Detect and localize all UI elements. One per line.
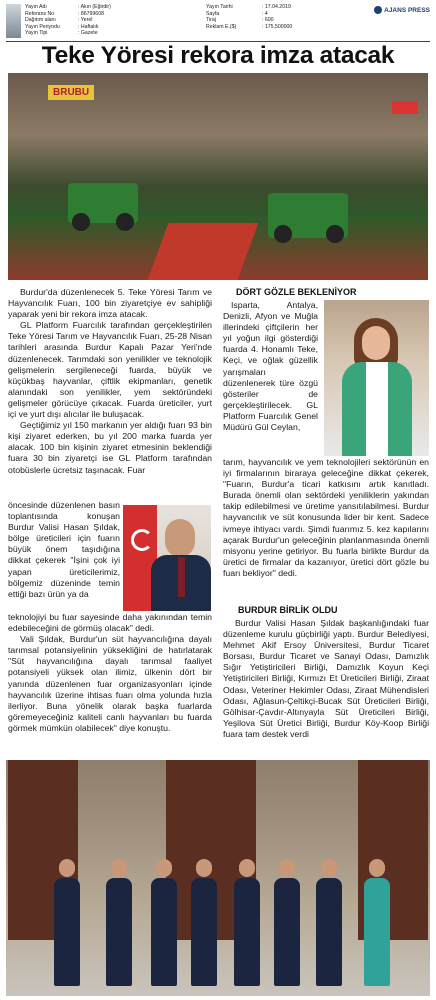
meta-label: Tiraj (206, 17, 216, 24)
person-shape (364, 859, 390, 986)
person-shape (234, 859, 260, 986)
meta-label: Yayın Tipi (25, 30, 48, 37)
person-shape (54, 859, 80, 986)
article-column-3 (223, 457, 429, 579)
person-shape (274, 859, 300, 986)
paragraph: teknolojiyi bu fuar sayesinde daha yakınından temin edebileceğini de görmüş olacak" dedi. (8, 612, 212, 634)
wheel-shape (274, 225, 292, 243)
paragraph: Geçtiğimiz yıl 150 markanın yer aldığı fuarı 93 bin kişi ziyaret ederken, bu yıl 200 marka fuarda yer alacak. 100 bin kişinin ziyaret etmesinin beklendiği fuara 30 bin ziyaretçi ise GL Platform tarafından otobüslerle ücretsiz taşınacak. Fuar (8, 420, 212, 475)
meta-value: : Yerel (78, 17, 93, 24)
article-column-1 (8, 287, 212, 476)
section-title: BURDUR BİRLİK OLDU (238, 605, 338, 615)
article-column-1-bottom (8, 612, 212, 734)
meta-label: Yayın Adı (25, 4, 47, 10)
banner-shape (392, 101, 418, 114)
fair-hall-photo (8, 73, 428, 280)
group-photo (6, 760, 430, 996)
article-wrap-text (8, 500, 120, 600)
paragraph: öncesinde düzenlenen basın toplantısında konuşan Burdur Valisi Hasan Şıldak, bölge üreticileri için fuarın büyük önem taşıdığına dikkat çekerek "İşini çok iyi yapan üreticilerimiz, bölgemiz düzeninde temin ettiği bazı ürün ya da (8, 500, 120, 599)
paragraph: GL Platform Fuarcılık tarafından gerçekleştirilen Teke Yöresi Tarım ve Hayvancılık Fuarı, 25-28 Nisan tarihleri arasında Burdur Kapalı Pazar Yeri'nde düzenlenecek. Tarımdaki son yenilikler ve teknolojik gelişmelerin sergileneceği fuarda, büyük ve küçükbaş hayvanlar, çiftlik ekipmanları, genetik alanındaki son yenilikler, yem sektöründeki gelişmeler görücüye çıkacak. Fuarda üreticiler, yurt içi ve yurt dışı alıcılar ile buluşacak. (8, 320, 212, 420)
paragraph: Burdur'da düzenlenecek 5. Teke Yöresi Tarım ve Hayvancılık Fuarı, 100 bin ziyaretçiye ev sahipliği yaparak yeni bir rekora imza atacak. (8, 287, 212, 320)
crescent-icon (131, 529, 153, 551)
meta-label: Yayın Tarihi (206, 4, 233, 10)
person-head-shape (165, 519, 195, 557)
wheel-shape (72, 213, 90, 231)
red-carpet-shape (148, 223, 259, 280)
article-column-2 (223, 300, 318, 433)
meta-value: : Gazete (78, 30, 98, 37)
wheel-shape (326, 225, 344, 243)
publication-logo (6, 4, 21, 38)
meta-value: : Akın (Eğirdir) (78, 4, 111, 10)
person-shape (106, 859, 132, 986)
headline: Teke Yöresi rekora imza atacak (41, 42, 395, 69)
meta-value: : 4 (262, 10, 268, 17)
meta-value: : 17.04.2019 (262, 4, 291, 10)
paragraph: Burdur Valisi Hasan Şıldak başkanlığındaki fuar düzenleme kurulu güçbirliği yaptı. Burdur Belediyesi, Mehmet Akif Ersoy Üniversitesi, Burdur Ticaret Borsası, Burdur Ticaret ve Sanayi Odası, Damızlık Sığır Yetiştiricileri Birliği, Damızlık Koyun Keçi Yetiştiricileri Birliği, Kırmızı Et Üreticileri Birliği, Ziraat Odası, Veteriner Hekimler Odası, Ziraat Mühendisleri Odası, Ağlasun-Çeltikçi-Bucak Süt Üreticileri Birliği, Gölhisar-Çavdır-Altınyayla Süt Üreticileri Birliği, Yeşilova Süt Üretici Birliği, Burdur Köy-Koop Birliği fuara tam destek verdi (223, 618, 429, 739)
person-shape (191, 859, 217, 986)
governor-photo (123, 505, 211, 611)
article-column-3-bottom (223, 618, 429, 740)
agency-brand (374, 6, 430, 14)
agency-logo-icon (374, 6, 382, 14)
meta-value: : 86799608 (78, 10, 104, 17)
wheel-shape (116, 213, 134, 231)
paragraph: Isparta, Antalya, Denizli, Afyon ve Muğla illerindeki çiftçilerin her yıl yoğun ilgi gösterdiği fuarda 4. Honamlı Teke, Keçi, ve oğlak güzellik yarışmaları düzenlenerek türe özgü gösteriler de gerçekleştirilecek. GL Platform Fuarcılık Genel Müdürü Gül Ceylan, (223, 300, 318, 433)
paragraph: tarım, hayvancılık ve yem teknolojileri sektörünün en iyi firmalarının biraraya geleceğine dikkat çekerek, "Fuarın, Burdur'a ticari katkısını artık kanıtladı. Burada önemli olan sektördeki yeniliklerin yakından takip edilebilmesi ve üretime yansıtılabilmesi. Burdur hayvancılık ve süt konusunda lider bir kent. Sadece ivmeye ihtiyacı vardı. Şimdi fuarımız 5. kez kapılarını açarak Burdur'un geleceğinin planlanmasında önemli misyonu yerine getiriyor. Bu fuarla birlikte Burdur da üretici de firmalar da kazanıyor, üretici dört gözle bu fuarı bekliyor" dedi. (223, 457, 429, 578)
photo-sign: BRUBU (48, 85, 94, 100)
director-photo (324, 300, 429, 456)
meta-label: Reklam E.($) (206, 23, 237, 30)
tie-shape (178, 557, 185, 597)
meta-label: Sayfa (206, 10, 220, 17)
agency-name: AJANS PRESS (384, 6, 430, 14)
meta-value: : 600 (262, 17, 274, 24)
meta-label: Referans No (25, 10, 55, 17)
meta-value: : 175,500000 (262, 23, 293, 30)
clipping-metadata (6, 4, 430, 40)
meta-value: : Haftalık (78, 23, 99, 30)
shirt-shape (366, 362, 388, 456)
face-shape (362, 326, 390, 360)
section-title: DÖRT GÖZLE BEKLENİYOR (236, 287, 357, 297)
person-shape (151, 859, 177, 986)
paragraph: Vali Şıldak, Burdur'un süt hayvancılığına dayalı tarımsal potansiyelinin yüksekliğini de hatırlatarak "Süt hayvancılığına dayalı tarımsal faaliyet potansiyeli yüksek olan ilimiz, ülkenin dört bir yanında düzenlenen fuar organizasyonları içinde hayvancılık üzerine ihtisas fuarı olma yolunda hızla ilerliyor. Buna yönelik olarak başka fuarlarda göremeyeceğiniz kaliteli canlı hayvanları bu fuarda görmek mümkün olabilecek" diye konuştu. (8, 634, 212, 733)
meta-label: Dağıtım alanı (25, 17, 56, 24)
person-shape (316, 859, 342, 986)
meta-label: Yayın Periyodu (25, 23, 60, 30)
